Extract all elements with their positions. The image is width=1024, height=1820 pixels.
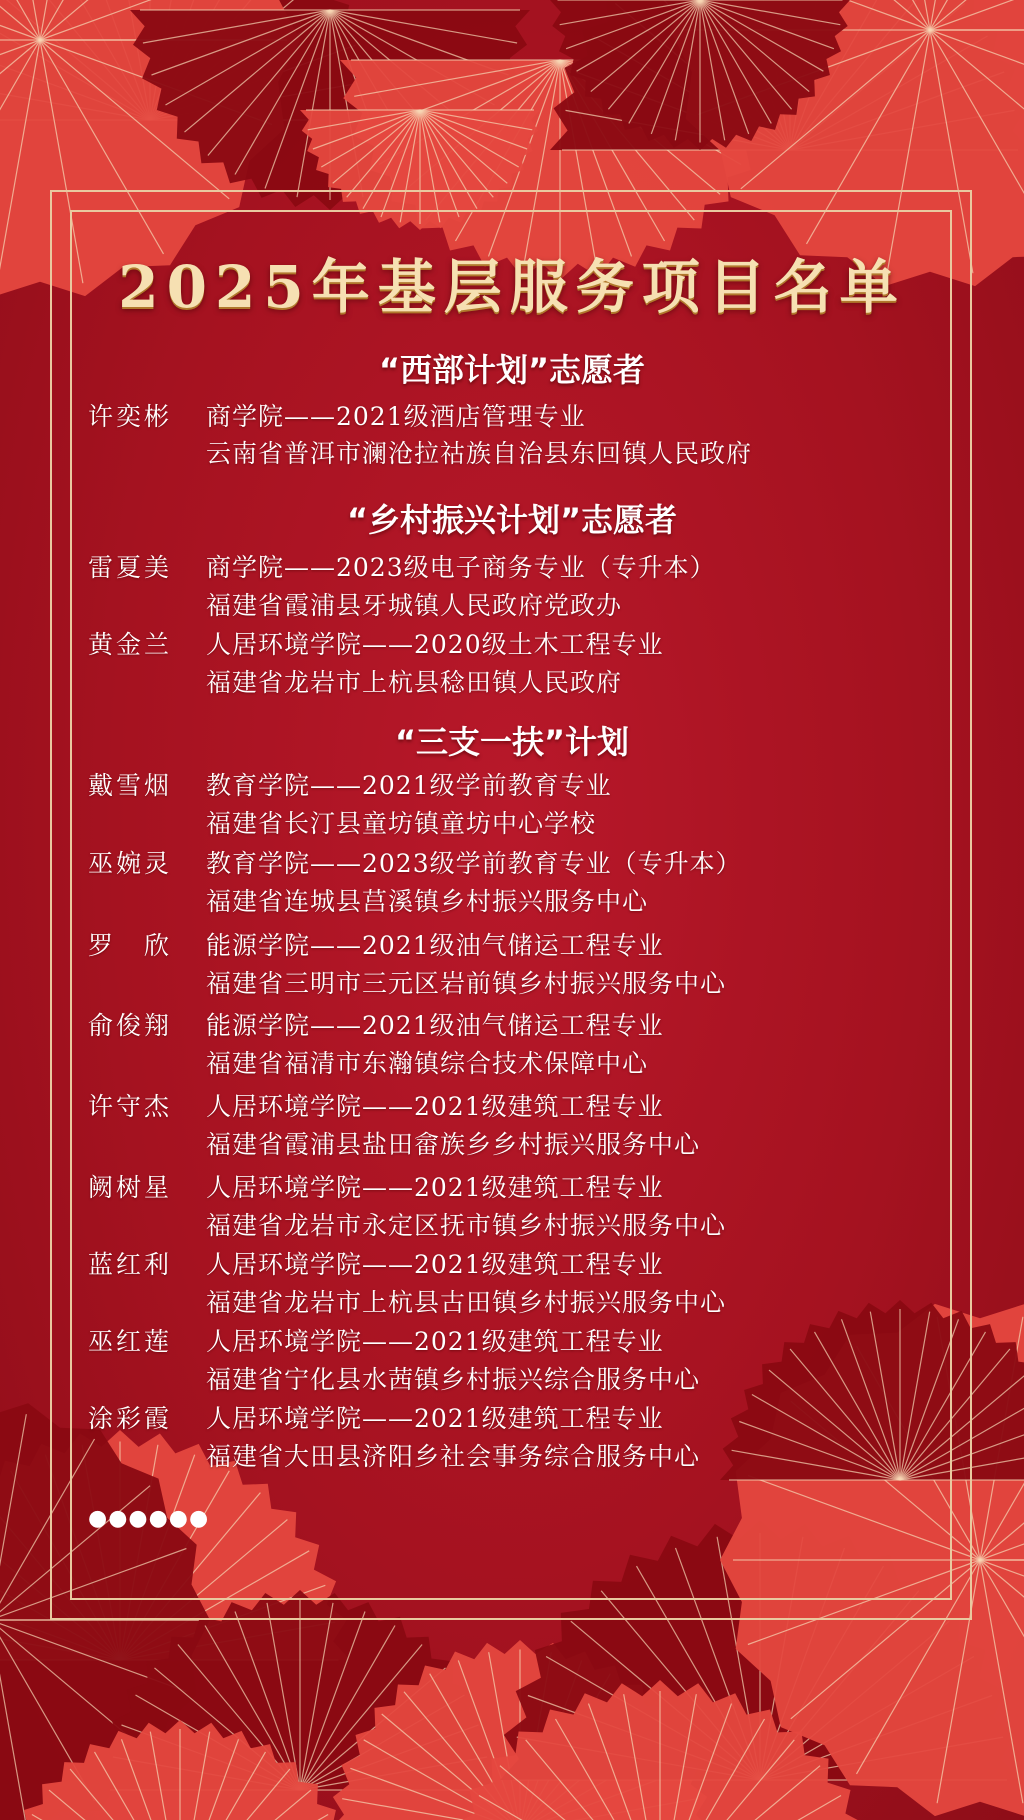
entry-name: 涂彩霞 bbox=[88, 1404, 173, 1433]
entry-college-major: 人居环境学院——2021级建筑工程专业 bbox=[206, 1173, 664, 1202]
entry-name: 罗 欣 bbox=[88, 931, 173, 960]
entry-placement: 福建省连城县莒溪镇乡村振兴服务中心 bbox=[206, 887, 649, 916]
entry-placement: 云南省普洱市澜沧拉祜族自治县东回镇人民政府 bbox=[206, 439, 753, 468]
entry-college-major: 商学院——2023级电子商务专业（专升本） bbox=[206, 553, 716, 582]
entry-placement: 福建省龙岩市永定区抚市镇乡村振兴服务中心 bbox=[206, 1211, 727, 1240]
entry-name: 雷夏美 bbox=[88, 553, 173, 582]
entry-placement: 福建省宁化县水茜镇乡村振兴综合服务中心 bbox=[206, 1365, 701, 1394]
entry-name: 蓝红利 bbox=[88, 1250, 173, 1279]
more-ellipsis: ●●●●●● bbox=[88, 1506, 210, 1531]
entry-college-major: 人居环境学院——2021级建筑工程专业 bbox=[206, 1404, 664, 1433]
entry-placement: 福建省霞浦县牙城镇人民政府党政办 bbox=[206, 591, 623, 620]
entry-placement: 福建省三明市三元区岩前镇乡村振兴服务中心 bbox=[206, 969, 727, 998]
entry-name: 许奕彬 bbox=[88, 402, 173, 431]
entry-name: 戴雪烟 bbox=[88, 771, 173, 800]
entry-college-major: 人居环境学院——2021级建筑工程专业 bbox=[206, 1092, 664, 1121]
section-heading-three-support: “三支一扶”计划 bbox=[394, 723, 630, 761]
entry-college-major: 教育学院——2023级学前教育专业（专升本） bbox=[206, 849, 742, 878]
entry-name: 巫红莲 bbox=[88, 1327, 173, 1356]
entry-name: 阙树星 bbox=[88, 1173, 173, 1202]
entry-placement: 福建省长汀县童坊镇童坊中心学校 bbox=[206, 809, 597, 838]
entry-placement: 福建省龙岩市上杭县古田镇乡村振兴服务中心 bbox=[206, 1288, 727, 1317]
entry-college-major: 人居环境学院——2020级土木工程专业 bbox=[206, 630, 664, 659]
entry-placement: 福建省大田县济阳乡社会事务综合服务中心 bbox=[206, 1442, 701, 1471]
entry-name: 俞俊翔 bbox=[88, 1011, 173, 1040]
entry-college-major: 能源学院——2021级油气储运工程专业 bbox=[206, 1011, 664, 1040]
entry-college-major: 教育学院——2021级学前教育专业 bbox=[206, 771, 612, 800]
entry-name: 黄金兰 bbox=[88, 630, 173, 659]
section-heading-rural: “乡村振兴计划”志愿者 bbox=[346, 501, 678, 539]
entry-name: 许守杰 bbox=[88, 1092, 173, 1121]
section-heading-west: “西部计划”志愿者 bbox=[378, 351, 646, 389]
entry-name: 巫婉灵 bbox=[88, 849, 173, 878]
entry-placement: 福建省福清市东瀚镇综合技术保障中心 bbox=[206, 1049, 649, 1078]
entry-college-major: 人居环境学院——2021级建筑工程专业 bbox=[206, 1327, 664, 1356]
entry-placement: 福建省龙岩市上杭县稔田镇人民政府 bbox=[206, 668, 623, 697]
entry-college-major: 商学院——2021级酒店管理专业 bbox=[206, 402, 586, 431]
entry-college-major: 能源学院——2021级油气储运工程专业 bbox=[206, 931, 664, 960]
entry-placement: 福建省霞浦县盐田畲族乡乡村振兴服务中心 bbox=[206, 1130, 701, 1159]
entry-college-major: 人居环境学院——2021级建筑工程专业 bbox=[206, 1250, 664, 1279]
poster-title: 2025年基层服务项目名单 bbox=[118, 253, 906, 321]
